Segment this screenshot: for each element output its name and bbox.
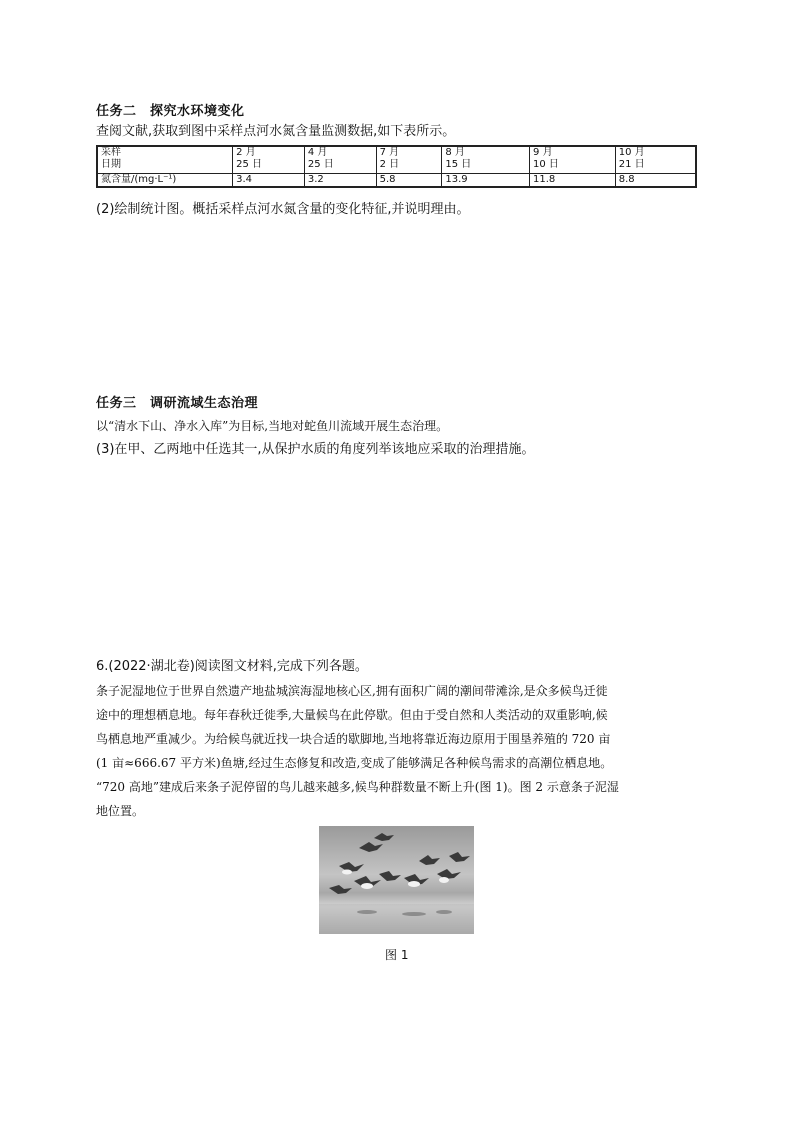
task2-question: (2)绘制统计图。概括采样点河水氮含量的变化特征,并说明理由。 [96,202,470,217]
q6-paragraph [96,679,713,823]
table-row-label: 氮含量/(mg·L⁻¹) [97,174,233,188]
table-header-label: 采样 日期 [97,146,233,174]
task3-heading: 任务三 调研流域生态治理 [96,396,259,411]
task2-heading: 任务二 探究水环境变化 [96,104,245,119]
table-value-cell: 3.2 [304,174,376,188]
q6-line: 地位置。 [96,804,145,818]
table-date-cell: 8 月 15 日 [442,146,530,174]
table-header-row [97,146,696,174]
table-value-cell: 8.8 [615,174,696,188]
figure-caption: 图 1 [385,948,409,962]
table-value-row [97,174,696,188]
table-value-cell: 3.4 [233,174,305,188]
table-value-cell: 13.9 [442,174,530,188]
q6-line: 途中的理想栖息地。每年春秋迁徙季,大量候鸟在此停歇。但由于受自然和人类活动的双重影响,候 [96,708,608,722]
bird-photo [319,826,474,934]
table-date-cell: 4 月 25 日 [304,146,376,174]
q6-line: 条子泥湿地位于世界自然遗产地盐城滨海湿地核心区,拥有面积广阔的潮间带滩涂,是众多候鸟迁徙 [96,684,608,698]
table-date-cell: 9 月 10 日 [530,146,616,174]
task3-question: (3)在甲、乙两地中任选其一,从保护水质的角度列举该地应采取的治理措施。 [96,442,535,457]
table-date-cell: 10 月 21 日 [615,146,696,174]
birds-illustration [319,826,474,934]
nitrogen-table [96,145,697,188]
q6-line: (1 亩≈666.67 平方米)鱼塘,经过生态修复和改造,变成了能够满足各种候鸟需求的高潮位栖息地。 [96,756,613,770]
table-value-cell: 11.8 [530,174,616,188]
task3-intro: 以“清水下山、净水入库”为目标,当地对蛇鱼川流域开展生态治理。 [96,419,449,433]
table-value-cell: 5.8 [376,174,442,188]
q6-line: 鸟栖息地严重减少。为给候鸟就近找一块合适的歇脚地,当地将靠近海边原用于围垦养殖的 720 亩 [96,732,611,746]
table-date-cell: 2 月 25 日 [233,146,305,174]
q6-line: “720 高地”建成后来条子泥停留的鸟儿越来越多,候鸟种群数量不断上升(图 1)。图 2 示意条子泥湿 [96,780,619,794]
q6-title: 6.(2022·湖北卷)阅读图文材料,完成下列各题。 [96,659,368,674]
task2-intro: 查阅文献,获取到图中采样点河水氮含量监测数据,如下表所示。 [96,124,456,139]
table-date-cell: 7 月 2 日 [376,146,442,174]
